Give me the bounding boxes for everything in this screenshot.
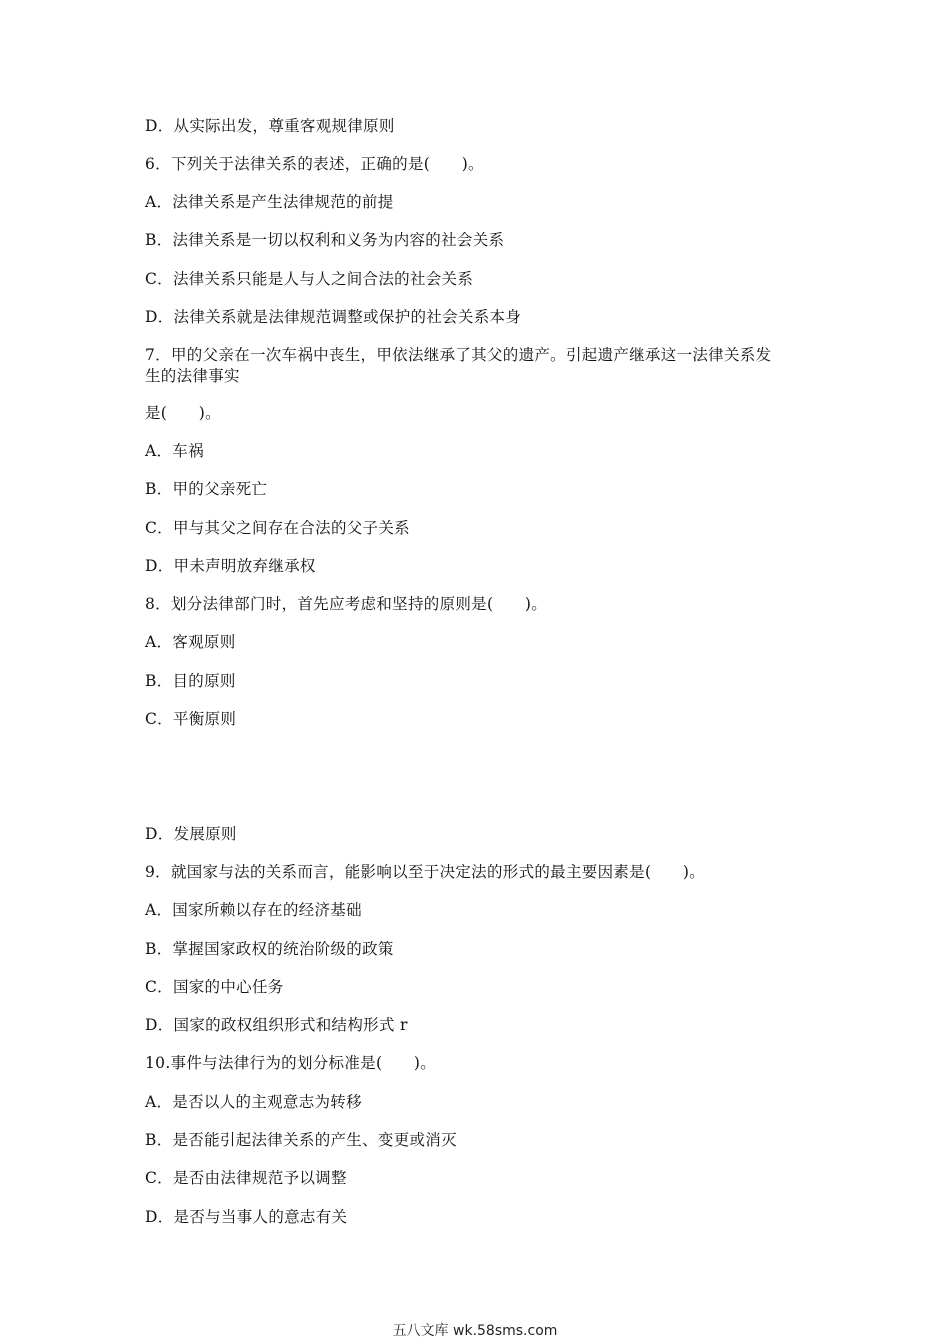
option-d-q5: D．从实际出发，尊重客观规律原则: [145, 117, 395, 135]
option-d-q8: D．发展原则: [145, 825, 237, 843]
option-c-q8: C．平衡原则: [145, 710, 237, 728]
question-7: 7．甲的父亲在一次车祸中丧生，甲依法继承了其父的遗产。引起遗产继承这一法律关系发: [145, 346, 772, 364]
option-d-q10: D．是否与当事人的意志有关: [145, 1208, 348, 1226]
option-d-q6: D．法律关系就是法律规范调整或保护的社会关系本身: [145, 308, 522, 326]
question-7-cont-1: 生的法律事实: [145, 367, 240, 385]
option-d-q7: D．甲未声明放弃继承权: [145, 557, 316, 575]
option-a-q10: A．是否以人的主观意志为转移: [145, 1093, 362, 1111]
question-7-cont-2: 是( )。: [145, 404, 221, 422]
question-6: 6．下列关于法律关系的表述，正确的是( )。: [145, 155, 484, 173]
option-b-q6: B．法律关系是一切以权利和义务为内容的社会关系: [145, 231, 505, 249]
option-d-q9: D．国家的政权组织形式和结构形式 r: [145, 1016, 408, 1034]
footer-watermark: 五八文库 wk.58sms.com: [392, 1323, 558, 1339]
option-b-q7: B．甲的父亲死亡: [145, 480, 268, 498]
question-8: 8．划分法律部门时，首先应考虑和坚持的原则是( )。: [145, 595, 548, 613]
option-a-q9: A．国家所赖以存在的经济基础: [145, 901, 362, 919]
option-c-q7: C．甲与其父之间存在合法的父子关系: [145, 519, 410, 537]
question-10: 10.事件与法律行为的划分标准是( )。: [145, 1054, 437, 1072]
option-a-q6: A．法律关系是产生法律规范的前提: [145, 193, 394, 211]
question-9: 9．就国家与法的关系而言，能影响以至于决定法的形式的最主要因素是( )。: [145, 863, 706, 881]
option-a-q8: A．客观原则: [145, 633, 236, 651]
option-b-q10: B．是否能引起法律关系的产生、变更或消灭: [145, 1131, 457, 1149]
option-b-q9: B．掌握国家政权的统治阶级的政策: [145, 940, 394, 958]
option-c-q10: C．是否由法律规范予以调整: [145, 1169, 347, 1187]
option-b-q8: B．目的原则: [145, 672, 236, 690]
option-a-q7: A．车祸: [145, 442, 204, 460]
option-c-q9: C．国家的中心任务: [145, 978, 284, 996]
option-c-q6: C．法律关系只能是人与人之间合法的社会关系: [145, 270, 474, 288]
